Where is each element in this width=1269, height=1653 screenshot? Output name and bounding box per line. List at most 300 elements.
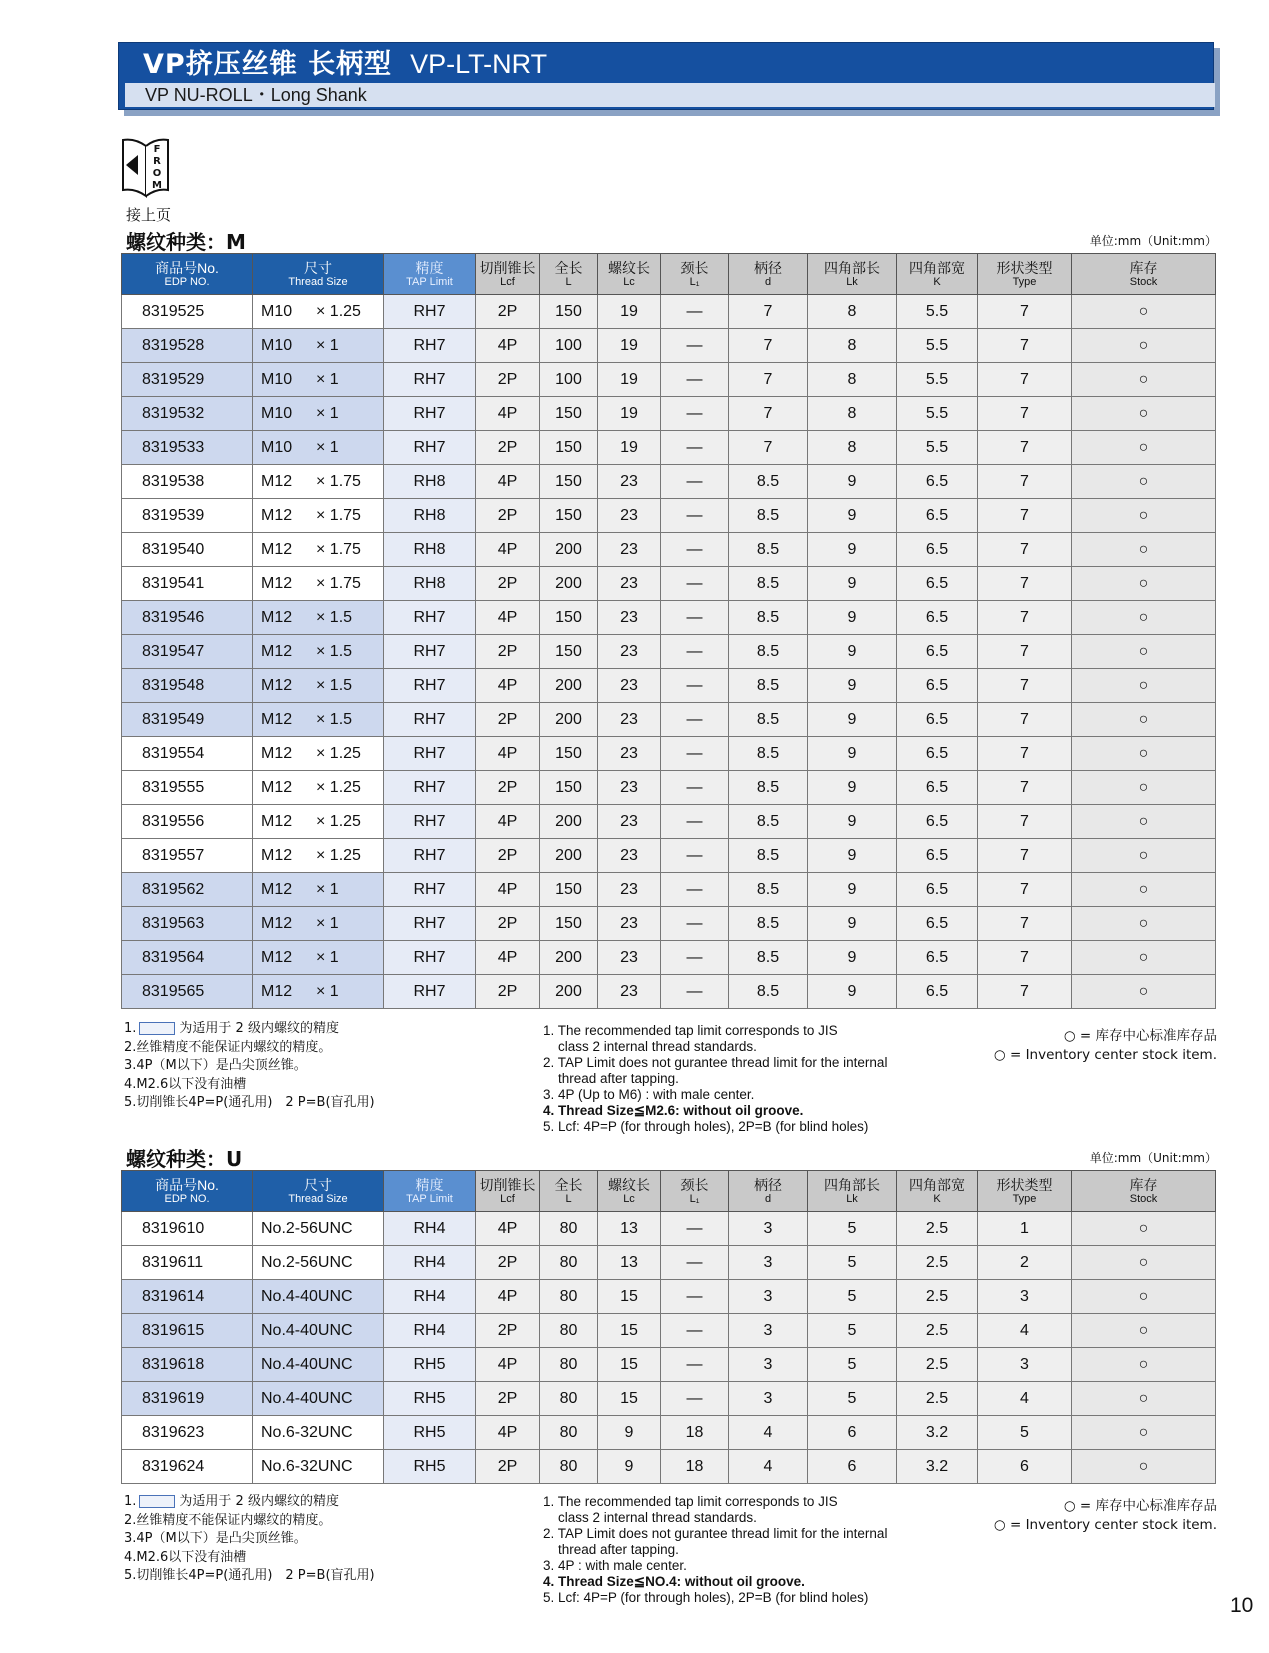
cell-l: 150 (540, 737, 598, 771)
cell-type: 7 (978, 533, 1072, 567)
cell-thread-size (253, 295, 384, 329)
cell-k: 2.5 (897, 1246, 978, 1280)
tap-limit-swatch (139, 1495, 175, 1508)
cell-l1: — (661, 1314, 729, 1348)
banner-main (118, 42, 1214, 110)
cell-k: 6.5 (897, 567, 978, 601)
column-header-en: TAP Limit (406, 1192, 453, 1205)
cell-d: 8.5 (729, 533, 808, 567)
cell-lc: 23 (598, 805, 661, 839)
column-header-en: L₁ (689, 275, 700, 288)
cell-l: 150 (540, 601, 598, 635)
cell-k: 6.5 (897, 941, 978, 975)
cell-k: 2.5 (897, 1348, 978, 1382)
thread-size-main: No.4-40UNC (261, 1321, 353, 1339)
cell-lcf: 4P (476, 465, 540, 499)
cell-type: 3 (978, 1348, 1072, 1382)
cell-l: 80 (540, 1416, 598, 1450)
cell-lk: 9 (808, 907, 897, 941)
column-header-tap (384, 254, 476, 295)
cell-stock: ○ (1072, 635, 1216, 669)
thread-size-pitch: × 1.25 (316, 846, 361, 864)
table-row (122, 635, 1216, 669)
cell-tap: RH7 (384, 839, 476, 873)
cell-k: 6.5 (897, 737, 978, 771)
cell-thread-size (253, 975, 384, 1009)
cell-lcf: 4P (476, 941, 540, 975)
column-header-zh: 精度 (415, 259, 444, 276)
cell-l1: — (661, 941, 729, 975)
cell-lcf: 4P (476, 669, 540, 703)
cell-edp: 8319623 (122, 1416, 253, 1450)
from-arrow-book-icon (120, 136, 176, 198)
cell-stock: ○ (1072, 669, 1216, 703)
cell-lc: 23 (598, 873, 661, 907)
cell-type: 7 (978, 431, 1072, 465)
cell-edp: 8319540 (122, 533, 253, 567)
cell-lk: 5 (808, 1246, 897, 1280)
cell-k: 2.5 (897, 1314, 978, 1348)
cell-lk: 9 (808, 771, 897, 805)
cell-l1: — (661, 907, 729, 941)
cell-lk: 9 (808, 839, 897, 873)
cell-l1: — (661, 431, 729, 465)
cell-l: 150 (540, 907, 598, 941)
cell-l: 80 (540, 1314, 598, 1348)
cell-l: 200 (540, 805, 598, 839)
cell-k: 5.5 (897, 397, 978, 431)
stock-legend-m (994, 1027, 1217, 1065)
cell-lcf: 2P (476, 431, 540, 465)
thread-size-main: M10 (261, 370, 293, 388)
column-header-l (540, 254, 598, 295)
column-header-en: L (565, 275, 572, 288)
note-en-line: 1. The recommended tap limit corresponds to JIS (543, 1494, 838, 1509)
thread-size-main: No.4-40UNC (261, 1355, 353, 1373)
cell-tap: RH7 (384, 873, 476, 907)
cell-type: 6 (978, 1450, 1072, 1484)
cell-lc: 19 (598, 431, 661, 465)
cell-type: 7 (978, 907, 1072, 941)
column-header-zh: 螺纹长 (608, 259, 650, 276)
cell-d: 8.5 (729, 805, 808, 839)
table-row (122, 805, 1216, 839)
note-zh-line: 3.4P（M以下）是凸尖顶丝锥。 (124, 1058, 307, 1074)
cell-lcf: 4P (476, 1416, 540, 1450)
cell-type: 3 (978, 1280, 1072, 1314)
column-header-zh: 四角部宽 (909, 1176, 965, 1193)
cell-l1: — (661, 635, 729, 669)
column-header-en: Lc (623, 275, 635, 288)
title-banner (118, 42, 1214, 112)
cell-lc: 9 (598, 1450, 661, 1484)
cell-lcf: 4P (476, 805, 540, 839)
notes-zh-u (124, 1493, 375, 1586)
legend-line: ○ = 库存中心标准库存品 (1063, 1028, 1217, 1044)
cell-stock: ○ (1072, 1246, 1216, 1280)
thread-size-main: M12 (261, 982, 293, 1000)
column-header-stock (1072, 254, 1216, 295)
thread-size-pitch: × 1.25 (316, 744, 361, 762)
column-header-zh: 四角部长 (824, 1176, 880, 1193)
thread-size-main: M12 (261, 540, 293, 558)
cell-d: 8.5 (729, 669, 808, 703)
cell-d: 8.5 (729, 839, 808, 873)
cell-tap: RH4 (384, 1280, 476, 1314)
cell-d: 8.5 (729, 499, 808, 533)
cell-lc: 15 (598, 1382, 661, 1416)
cell-d: 8.5 (729, 975, 808, 1009)
cell-lk: 6 (808, 1416, 897, 1450)
cell-lc: 19 (598, 295, 661, 329)
cell-lk: 8 (808, 329, 897, 363)
column-header-en: EDP NO. (164, 1192, 210, 1205)
note-zh-line: 4.M2.6以下没有油槽 (124, 1549, 247, 1565)
note-en-line: 3. 4P (Up to M6) : with male center. (543, 1087, 755, 1102)
cell-lc: 23 (598, 669, 661, 703)
table-row (122, 975, 1216, 1009)
cell-d: 3 (729, 1382, 808, 1416)
stock-legend-u (994, 1497, 1217, 1535)
column-header-zh: 尺寸 (304, 259, 332, 276)
cell-lcf: 2P (476, 907, 540, 941)
cell-edp: 8319557 (122, 839, 253, 873)
cell-k: 5.5 (897, 431, 978, 465)
cell-lk: 9 (808, 873, 897, 907)
spec-table-u (121, 1170, 1216, 1484)
table-row (122, 737, 1216, 771)
cell-lk: 9 (808, 669, 897, 703)
cell-stock: ○ (1072, 1450, 1216, 1484)
thread-size-main: No.4-40UNC (261, 1389, 353, 1407)
cell-k: 2.5 (897, 1280, 978, 1314)
cell-d: 8.5 (729, 737, 808, 771)
cell-lk: 5 (808, 1382, 897, 1416)
cell-tap: RH7 (384, 635, 476, 669)
column-header-lc (598, 1171, 661, 1212)
cell-stock: ○ (1072, 1280, 1216, 1314)
cell-k: 6.5 (897, 601, 978, 635)
cell-k: 6.5 (897, 907, 978, 941)
column-header-en: Thread Size (288, 275, 348, 288)
cell-type: 7 (978, 669, 1072, 703)
cell-l: 100 (540, 363, 598, 397)
cell-l: 80 (540, 1382, 598, 1416)
cell-stock: ○ (1072, 533, 1216, 567)
cell-type: 7 (978, 703, 1072, 737)
legend-line: ○ = Inventory center stock item. (993, 1047, 1217, 1063)
thread-size-pitch: × 1.75 (316, 472, 361, 490)
note-en-line: 1. The recommended tap limit corresponds to JIS (543, 1023, 838, 1038)
cell-stock: ○ (1072, 329, 1216, 363)
cell-lc: 23 (598, 567, 661, 601)
column-header-lcf (476, 1171, 540, 1212)
thread-size-main: M12 (261, 778, 293, 796)
table-row (122, 703, 1216, 737)
cell-l1: 18 (661, 1416, 729, 1450)
cell-tap: RH7 (384, 363, 476, 397)
column-header-tap (384, 1171, 476, 1212)
cell-edp: 8319563 (122, 907, 253, 941)
table-row (122, 941, 1216, 975)
column-header-type (978, 254, 1072, 295)
column-header-zh: 全长 (554, 1176, 583, 1193)
cell-lc: 23 (598, 635, 661, 669)
cell-lc: 23 (598, 839, 661, 873)
cell-tap: RH5 (384, 1382, 476, 1416)
cell-thread-size (253, 1314, 384, 1348)
cell-type: 1 (978, 1212, 1072, 1246)
cell-lcf: 4P (476, 397, 540, 431)
table-row (122, 1314, 1216, 1348)
cell-l: 200 (540, 533, 598, 567)
thread-size-main: M12 (261, 506, 293, 524)
cell-lcf: 4P (476, 1348, 540, 1382)
cell-lcf: 2P (476, 1246, 540, 1280)
cell-k: 5.5 (897, 363, 978, 397)
cell-thread-size (253, 329, 384, 363)
cell-edp: 8319541 (122, 567, 253, 601)
cell-type: 7 (978, 873, 1072, 907)
cell-k: 6.5 (897, 975, 978, 1009)
page-subtitle: VP NU-ROLL・Long Shank (125, 83, 1215, 107)
column-header-zh: 切削锥长 (479, 1176, 536, 1193)
cell-k: 6.5 (897, 669, 978, 703)
cell-stock: ○ (1072, 1416, 1216, 1450)
cell-d: 8.5 (729, 941, 808, 975)
table-row (122, 1280, 1216, 1314)
cell-lk: 9 (808, 567, 897, 601)
cell-l: 80 (540, 1212, 598, 1246)
table-row (122, 567, 1216, 601)
cell-d: 8.5 (729, 873, 808, 907)
column-header-zh: 四角部长 (824, 259, 880, 276)
notes-en-m (543, 1023, 887, 1135)
thread-size-pitch: × 1.25 (316, 812, 361, 830)
cell-tap: RH4 (384, 1314, 476, 1348)
column-header-en: Stock (1129, 1192, 1158, 1205)
cell-l: 80 (540, 1450, 598, 1484)
column-header-en: Lc (623, 1192, 635, 1205)
note-en-line: 5. Lcf: 4P=P (for through holes), 2P=B (for blind holes) (543, 1590, 869, 1605)
cell-thread-size (253, 567, 384, 601)
cell-type: 7 (978, 805, 1072, 839)
cell-thread-size (253, 601, 384, 635)
column-header-k (897, 1171, 978, 1212)
cell-stock: ○ (1072, 975, 1216, 1009)
cell-l: 80 (540, 1280, 598, 1314)
cell-type: 7 (978, 771, 1072, 805)
cell-lk: 5 (808, 1280, 897, 1314)
cell-stock: ○ (1072, 703, 1216, 737)
thread-size-main: M12 (261, 846, 293, 864)
cell-edp: 8319548 (122, 669, 253, 703)
cell-l1: — (661, 703, 729, 737)
cell-d: 7 (729, 295, 808, 329)
cell-edp: 8319562 (122, 873, 253, 907)
cell-stock: ○ (1072, 1314, 1216, 1348)
cell-k: 6.5 (897, 635, 978, 669)
cell-edp: 8319611 (122, 1246, 253, 1280)
cell-lcf: 2P (476, 635, 540, 669)
cell-stock: ○ (1072, 567, 1216, 601)
thread-size-pitch: × 1 (316, 982, 339, 1000)
cell-tap: RH8 (384, 533, 476, 567)
cell-tap: RH7 (384, 601, 476, 635)
title-en: VP-LT-NRT (410, 49, 548, 79)
cell-d: 3 (729, 1212, 808, 1246)
cell-l: 200 (540, 669, 598, 703)
cell-lk: 9 (808, 635, 897, 669)
cell-lk: 9 (808, 465, 897, 499)
cell-d: 8.5 (729, 465, 808, 499)
table-row (122, 465, 1216, 499)
svg-text:R: R (153, 156, 161, 167)
column-header-en: EDP NO. (164, 275, 210, 288)
note-zh-number: 1. (124, 1021, 137, 1036)
column-header-zh: 全长 (554, 259, 583, 276)
table-row (122, 533, 1216, 567)
cell-lcf: 2P (476, 703, 540, 737)
column-header-en: L (565, 1192, 572, 1205)
cell-d: 3 (729, 1348, 808, 1382)
column-header-zh: 柄径 (754, 1176, 782, 1193)
notes-zh-m (124, 1020, 375, 1113)
cell-stock: ○ (1072, 907, 1216, 941)
cell-lc: 23 (598, 737, 661, 771)
cell-lk: 8 (808, 363, 897, 397)
cell-d: 7 (729, 397, 808, 431)
thread-size-pitch: × 1 (316, 404, 339, 422)
cell-l: 150 (540, 295, 598, 329)
cell-thread-size (253, 363, 384, 397)
column-header-l1 (661, 1171, 729, 1212)
cell-lk: 8 (808, 295, 897, 329)
note-zh-line: 2.丝锥精度不能保证内螺纹的精度。 (124, 1039, 332, 1055)
cell-l: 200 (540, 975, 598, 1009)
continue-label: 接上页 (126, 206, 172, 224)
note-zh-line: 2.丝锥精度不能保证内螺纹的精度。 (124, 1512, 332, 1528)
table-row (122, 873, 1216, 907)
column-header-en: Lk (846, 1192, 858, 1205)
cell-thread-size (253, 499, 384, 533)
cell-tap: RH5 (384, 1348, 476, 1382)
cell-thread-size (253, 941, 384, 975)
cell-lc: 19 (598, 329, 661, 363)
table-row (122, 1382, 1216, 1416)
thread-size-pitch: × 1.25 (316, 302, 361, 320)
thread-size-pitch: × 1 (316, 880, 339, 898)
cell-lk: 5 (808, 1212, 897, 1246)
cell-lcf: 2P (476, 363, 540, 397)
cell-edp: 8319529 (122, 363, 253, 397)
note-zh-line: 5.切削锥长4P=P(通孔用) 2 P=B(盲孔用) (124, 1568, 375, 1584)
cell-edp: 8319539 (122, 499, 253, 533)
cell-tap: RH7 (384, 907, 476, 941)
table-row (122, 1450, 1216, 1484)
cell-l1: — (661, 533, 729, 567)
thread-size-main: M12 (261, 710, 293, 728)
column-header-edp (122, 254, 253, 295)
cell-type: 7 (978, 635, 1072, 669)
column-header-lk (808, 1171, 897, 1212)
column-header-en: TAP Limit (406, 275, 453, 288)
cell-type: 7 (978, 567, 1072, 601)
cell-l1: 18 (661, 1450, 729, 1484)
cell-type: 4 (978, 1314, 1072, 1348)
cell-tap: RH7 (384, 805, 476, 839)
cell-l1: — (661, 397, 729, 431)
note-zh-line (124, 1493, 375, 1512)
cell-l: 150 (540, 397, 598, 431)
cell-lcf: 2P (476, 567, 540, 601)
cell-l: 150 (540, 635, 598, 669)
cell-lcf: 4P (476, 1212, 540, 1246)
column-header-zh: 螺纹长 (608, 1176, 650, 1193)
cell-lc: 23 (598, 907, 661, 941)
cell-type: 4 (978, 1382, 1072, 1416)
cell-edp: 8319549 (122, 703, 253, 737)
cell-stock: ○ (1072, 771, 1216, 805)
column-header-zh: 库存 (1129, 1176, 1158, 1193)
cell-stock: ○ (1072, 737, 1216, 771)
cell-edp: 8319610 (122, 1212, 253, 1246)
note-zh-text: 为适用于 2 级内螺纹的精度 (179, 1494, 339, 1509)
note-en-line: thread after tapping. (558, 1071, 679, 1086)
column-header-zh: 库存 (1129, 259, 1158, 276)
table-header-row (122, 254, 1216, 295)
table-row (122, 907, 1216, 941)
cell-thread-size (253, 1382, 384, 1416)
cell-d: 8.5 (729, 703, 808, 737)
table-row (122, 499, 1216, 533)
cell-tap: RH7 (384, 975, 476, 1009)
cell-stock: ○ (1072, 839, 1216, 873)
cell-edp: 8319554 (122, 737, 253, 771)
cell-lk: 9 (808, 975, 897, 1009)
note-zh-number: 1. (124, 1494, 137, 1509)
note-zh-line: 4.M2.6以下没有油槽 (124, 1076, 247, 1092)
cell-l1: — (661, 1246, 729, 1280)
thread-size-pitch: × 1.75 (316, 574, 361, 592)
cell-l1: — (661, 567, 729, 601)
cell-l: 200 (540, 703, 598, 737)
column-header-zh: 形状类型 (996, 1176, 1053, 1193)
cell-lc: 23 (598, 771, 661, 805)
note-en-line: 2. TAP Limit does not gurantee thread limit for the internal (543, 1055, 888, 1070)
page-title (143, 47, 547, 81)
thread-size-main: M12 (261, 812, 293, 830)
cell-k: 6.5 (897, 703, 978, 737)
cell-l1: — (661, 873, 729, 907)
thread-size-pitch: × 1 (316, 336, 339, 354)
cell-d: 8.5 (729, 567, 808, 601)
cell-edp: 8319533 (122, 431, 253, 465)
thread-size-pitch: × 1.75 (316, 506, 361, 524)
cell-l1: — (661, 805, 729, 839)
cell-d: 8.5 (729, 907, 808, 941)
cell-stock: ○ (1072, 1382, 1216, 1416)
column-header-zh: 商品号No. (155, 1176, 219, 1193)
column-header-en: Type (1012, 275, 1037, 288)
thread-size-main: M12 (261, 948, 293, 966)
cell-k: 6.5 (897, 805, 978, 839)
column-header-k (897, 254, 978, 295)
column-header-zh: 四角部宽 (909, 259, 965, 276)
thread-size-main: M10 (261, 404, 293, 422)
column-header-en: K (933, 275, 941, 288)
cell-l1: — (661, 1280, 729, 1314)
